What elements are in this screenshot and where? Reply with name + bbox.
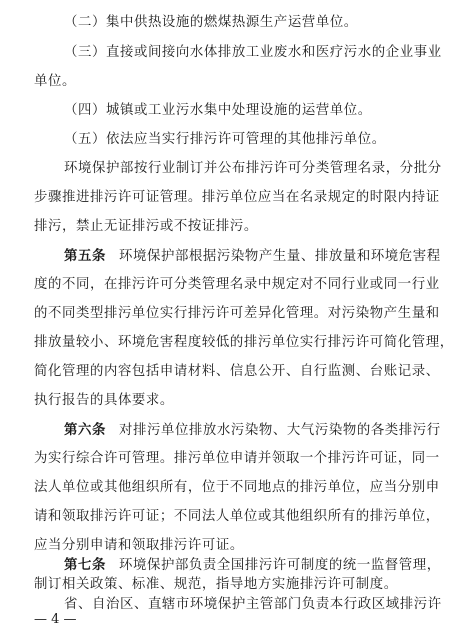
paragraph-line bbox=[34, 392, 459, 410]
line-text: 制订相关政策、标准、规范，指导地方实施排污许可制度。 bbox=[34, 577, 398, 592]
paragraph-line bbox=[34, 450, 459, 468]
paragraph-line bbox=[34, 305, 459, 323]
line-text: 对排污单位排放水污染物、大气污染物的各类排污行 bbox=[118, 423, 441, 438]
line-text: 排污，禁止无证排污或不按证排污。 bbox=[34, 219, 258, 234]
line-text: 环境保护部根据污染物产生量、排放量和环境危害程 bbox=[118, 249, 441, 264]
line-text: 简化管理的内容包括申请材料、信息公开、自行监测、台账记录、 bbox=[34, 364, 440, 379]
paragraph-line bbox=[34, 218, 459, 236]
line-text: （二）集中供热设施的燃煤热源生产运营单位。 bbox=[64, 15, 358, 30]
line-text: 环境保护部负责全国排污许可制度的统一监督管理， bbox=[118, 558, 441, 573]
paragraph-line bbox=[34, 576, 459, 594]
clause-item-2 bbox=[64, 14, 459, 32]
line-text: 度的不同，在排污许可分类管理名录中规定对不同行业或同一行业 bbox=[34, 277, 440, 292]
clause-item-5 bbox=[64, 131, 459, 149]
line-text: （五）依法应当实行排污许可管理的其他排污单位。 bbox=[64, 132, 386, 147]
clause-item-4 bbox=[64, 102, 459, 120]
article-heading: 第五条 bbox=[64, 248, 106, 264]
line-text: 步骤推进排污许可证管理。排污单位应当在名录规定的时限内持证 bbox=[34, 190, 440, 205]
line-text: 请和领取排污许可证；不同法人单位或其他组织所有的排污单位， bbox=[34, 509, 440, 524]
article-7-first-line bbox=[64, 556, 459, 575]
clause-item-3 bbox=[64, 44, 459, 62]
line-text: 省、自治区、直辖市环境保护主管部门负责本行政区域排污许 bbox=[64, 597, 442, 612]
line-text: （三）直接或间接向水体排放工业废水和医疗污水的企业事业 bbox=[64, 45, 442, 60]
paragraph-line bbox=[34, 363, 459, 381]
paragraph-line bbox=[64, 596, 459, 614]
line-text: 排放量较小、环境危害程度较低的排污单位实行排污许可简化管理， bbox=[34, 335, 454, 350]
line-text: 的不同类型排污单位实行排污许可差异化管理。对污染物产生量和 bbox=[34, 306, 440, 321]
line-text: 环境保护部按行业制订并公布排污许可分类管理名录，分批分 bbox=[64, 161, 442, 176]
article-5-first-line bbox=[64, 247, 459, 266]
article-heading: 第六条 bbox=[64, 422, 106, 438]
paragraph-line bbox=[34, 537, 459, 555]
paragraph-line bbox=[34, 508, 459, 526]
paragraph-line bbox=[64, 160, 459, 178]
paragraph-line bbox=[34, 479, 459, 497]
paragraph-line bbox=[34, 189, 459, 207]
page-number: — 4 — bbox=[34, 612, 77, 627]
article-heading: 第七条 bbox=[64, 557, 106, 573]
clause-item-3-cont bbox=[34, 73, 459, 91]
article-6-first-line bbox=[64, 421, 459, 440]
line-text: 为实行综合许可管理。排污单位申请并领取一个排污许可证，同一 bbox=[34, 451, 440, 466]
line-text: 单位。 bbox=[34, 74, 76, 89]
line-text: （四）城镇或工业污水集中处理设施的运营单位。 bbox=[64, 103, 372, 118]
paragraph-line bbox=[34, 276, 459, 294]
line-text: 应当分别申请和领取排污许可证。 bbox=[34, 538, 244, 553]
line-text: 执行报告的具体要求。 bbox=[34, 393, 174, 408]
line-text: 法人单位或其他组织所有，位于不同地点的排污单位，应当分别申 bbox=[34, 480, 440, 495]
paragraph-line bbox=[34, 334, 459, 352]
